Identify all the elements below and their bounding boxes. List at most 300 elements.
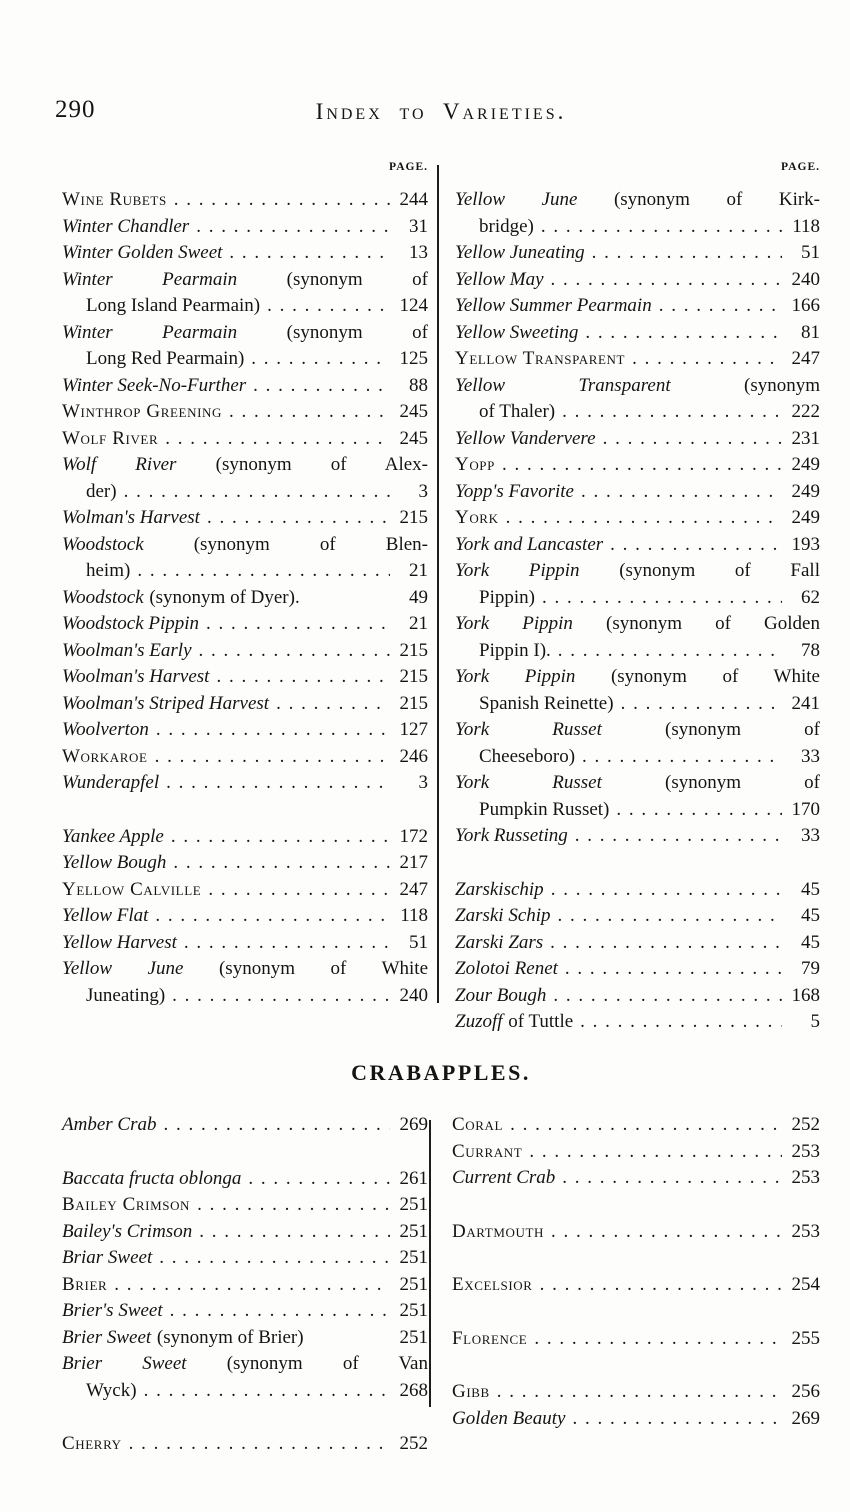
variety-name: Brier Sweet (62, 1353, 187, 1374)
index-entry (455, 903, 820, 930)
dot-leader (165, 426, 390, 453)
variety-name: Zarski Schip (455, 905, 551, 926)
synonym-text: (synonym of Fall (619, 560, 820, 581)
entry-line1 (62, 426, 428, 453)
index-entry (62, 1298, 428, 1325)
entry-page-number: 33 (801, 745, 820, 767)
entry-line2 (62, 1378, 428, 1405)
entry-line2 (62, 293, 428, 320)
entry-continuation: Pumpkin Russet) (479, 798, 610, 820)
entry-line1 (62, 930, 428, 957)
variety-name: Brier's Sweet (62, 1300, 163, 1321)
variety-name: Yellow June (455, 189, 578, 210)
entry-page-number: 3 (418, 480, 428, 502)
entry-line1 (62, 187, 428, 214)
index-entry (455, 930, 820, 957)
entry-line1 (62, 399, 428, 426)
entry-line2 (62, 983, 428, 1010)
dot-leader (156, 717, 390, 744)
variety-name: Wolf River (62, 454, 177, 475)
index-entry (455, 956, 820, 983)
entry-line1 (455, 611, 820, 638)
dot-leader (144, 1378, 390, 1405)
entry-line1 (62, 956, 428, 983)
variety-name: Current Crab (452, 1167, 556, 1188)
variety-name: York Pippin (455, 613, 573, 634)
entry-line1 (62, 877, 428, 904)
dot-leader (502, 452, 782, 479)
variety-name: Yellow Harvest (62, 931, 177, 953)
dot-leader (540, 1272, 782, 1299)
index-entry (62, 638, 428, 665)
entry-line1 (62, 1112, 428, 1139)
variety-name: Bailey's Crimson (62, 1220, 193, 1242)
entry-line1 (452, 1219, 820, 1246)
variety-name: Winthrop Greening (62, 401, 222, 422)
dot-leader (216, 664, 390, 691)
variety-name: Yellow Flat (62, 905, 149, 926)
dot-leader (550, 930, 782, 957)
index-entry (62, 1351, 428, 1404)
index-entry (62, 824, 428, 851)
index-entry (455, 664, 820, 717)
dot-leader (267, 293, 390, 320)
dot-leader (206, 611, 390, 638)
index-entry (62, 1192, 428, 1219)
index-entry (62, 930, 428, 957)
folio-page-number: 290 (55, 96, 96, 123)
entry-line1 (452, 1406, 820, 1433)
entry-line1 (455, 240, 820, 267)
variety-name: Woolverton (62, 719, 149, 740)
variety-name: Baccata fructa oblonga (62, 1167, 242, 1189)
index-entry (62, 1431, 428, 1458)
variety-name: Woolman's Early (62, 639, 192, 661)
index-entry (62, 877, 428, 904)
index-entry (455, 505, 820, 532)
variety-name: Yellow Sweeting (455, 321, 579, 343)
dot-leader (542, 585, 782, 612)
index-entry (455, 983, 820, 1010)
index-entry (62, 850, 428, 877)
dot-leader (184, 930, 390, 957)
dot-leader (580, 1009, 782, 1036)
synonym-text: (synonym of Alex- (215, 454, 428, 475)
dot-leader (208, 877, 390, 904)
dot-leader (159, 1245, 390, 1272)
entry-continuation: heim) (86, 560, 131, 581)
index-entry (455, 452, 820, 479)
entry-line1 (62, 1245, 428, 1272)
synonym-text: (synonym of White (218, 958, 429, 979)
entry-line1 (62, 770, 428, 797)
entry-line1 (62, 1272, 428, 1299)
index-entry (62, 399, 428, 426)
index-entry (455, 320, 820, 347)
synonym-text: of Tuttle (508, 1011, 574, 1032)
variety-name: Gibb (452, 1381, 490, 1402)
dot-leader (199, 1219, 390, 1246)
variety-name: Coral (452, 1114, 504, 1135)
entry-page-number: 231 (791, 427, 820, 449)
entry-line1 (452, 1272, 820, 1299)
entry-continuation: Pippin) (479, 586, 535, 608)
index-entry (62, 426, 428, 453)
variety-name: Bailey Crimson (62, 1194, 191, 1215)
index-entry (452, 1219, 820, 1246)
index-entry (455, 293, 820, 320)
variety-name: Zour Bough (455, 984, 547, 1006)
variety-name: Wunderapfel (62, 772, 160, 793)
page-col-label-left: PAGE. (389, 161, 428, 173)
variety-name: York Pippin (455, 666, 576, 687)
dot-leader (582, 744, 782, 771)
index-entry (62, 717, 428, 744)
entry-page-number: 254 (791, 1274, 820, 1295)
variety-name: Briar Sweet (62, 1247, 153, 1268)
section-title-crabapples: CRABAPPLES. (351, 1060, 531, 1085)
entry-page-number: 256 (791, 1381, 820, 1402)
index-entry (455, 346, 820, 373)
entry-page-number: 268 (399, 1379, 428, 1401)
dot-leader (155, 744, 390, 771)
variety-name: Golden Beauty (452, 1407, 566, 1429)
entry-line1 (62, 1219, 428, 1246)
crabapples-column-right (452, 1112, 820, 1432)
dot-leader (592, 240, 782, 267)
dot-leader (196, 214, 390, 241)
entry-page-number: 21 (409, 613, 428, 634)
entry-page-number: 21 (409, 560, 428, 581)
variety-name: Zarski Zars (455, 931, 544, 953)
variety-name: Yellow Calville (62, 878, 202, 900)
index-entry (62, 903, 428, 930)
entry-page-number: 215 (399, 507, 428, 528)
entry-line1 (62, 903, 428, 930)
entry-page-number: 168 (791, 984, 820, 1006)
entry-page-number: 45 (801, 905, 820, 926)
entry-line2 (62, 346, 428, 373)
dot-leader (173, 850, 390, 877)
entry-line1 (62, 267, 428, 294)
dot-leader (610, 532, 782, 559)
entry-line1 (452, 1326, 820, 1353)
variety-name: Yellow Summer Pearmain (455, 295, 652, 316)
entry-continuation: Cheeseboro) (479, 745, 576, 767)
variety-name: York Russet (455, 719, 602, 740)
entry-page-number: 251 (399, 1300, 428, 1321)
entry-page-number: 251 (399, 1326, 428, 1348)
variety-name: York (455, 507, 499, 528)
entry-page-number: 170 (791, 798, 820, 820)
entry-line1 (455, 346, 820, 373)
entry-page-number: 253 (791, 1167, 820, 1188)
variety-name: Yellow Vandervere (455, 427, 596, 449)
index-entry (455, 558, 820, 611)
entry-line2 (455, 638, 820, 665)
entry-line2 (455, 214, 820, 241)
variety-name: Yellow Bough (62, 852, 167, 873)
index-entry (62, 744, 428, 771)
dot-leader (565, 956, 782, 983)
entry-page-number: 127 (399, 719, 428, 740)
entry-page-number: 246 (399, 745, 428, 767)
index-entry (452, 1326, 820, 1353)
index-entry (62, 267, 428, 320)
dot-leader (632, 346, 782, 373)
variety-name: York Pippin (455, 560, 580, 581)
index-entry (452, 1379, 820, 1406)
entry-page-number: 249 (791, 480, 820, 502)
index-column-right (455, 160, 820, 1036)
entry-line1 (455, 532, 820, 559)
entry-line1 (62, 1298, 428, 1325)
entry-line1 (455, 479, 820, 506)
entry-line1 (62, 824, 428, 851)
dot-leader (253, 373, 390, 400)
entry-page-number: 118 (400, 905, 428, 926)
synonym-text: (synonym (744, 374, 820, 396)
entry-page-number: 45 (801, 931, 820, 953)
entry-page-number: 62 (801, 586, 820, 608)
entry-page-number: 247 (399, 878, 428, 900)
synonym-text: (synonym of (286, 321, 429, 343)
entry-page-number: 251 (399, 1220, 428, 1242)
page-title: Index to Varieties. (315, 99, 567, 124)
index-entry (455, 611, 820, 664)
index-entry (62, 664, 428, 691)
synonym-text: (synonym of White (610, 666, 820, 687)
entry-line1 (62, 585, 428, 612)
variety-name: Winter Pearmain (62, 321, 238, 343)
entry-page-number: 251 (399, 1194, 428, 1215)
dot-leader (529, 1139, 782, 1166)
entry-page-number: 215 (399, 666, 428, 687)
index-entry (62, 1166, 428, 1193)
index-entry (452, 1165, 820, 1192)
index-entry (455, 426, 820, 453)
entry-line1 (62, 1166, 428, 1193)
index-entry (62, 532, 428, 585)
entry-page-number: 245 (399, 427, 428, 449)
entry-page-number: 125 (399, 348, 428, 369)
variety-name: Wine Rubets (62, 189, 167, 210)
entry-line1 (62, 505, 428, 532)
entry-line1 (455, 187, 820, 214)
entry-page-number: 240 (791, 268, 820, 290)
dot-leader (199, 638, 390, 665)
dot-leader (155, 903, 390, 930)
entry-page-number: 78 (801, 639, 820, 661)
page-col-label-right: PAGE. (781, 161, 820, 173)
entry-page-number: 251 (399, 1247, 428, 1268)
variety-name: Woodstock (62, 533, 144, 555)
variety-name: Wolf River (62, 427, 159, 449)
dot-leader (137, 558, 390, 585)
dot-leader (581, 479, 782, 506)
entry-line1 (62, 373, 428, 400)
dot-leader (170, 1298, 390, 1325)
variety-name: Winter Chandler (62, 215, 190, 237)
entry-line1 (62, 452, 428, 479)
index-entry (455, 717, 820, 770)
index-entry (455, 479, 820, 506)
entry-page-number: 124 (399, 295, 428, 316)
index-entry (455, 267, 820, 294)
entry-page-number: 51 (409, 931, 428, 953)
synonym-text: (synonym of (286, 268, 429, 290)
entry-page-number: 215 (399, 692, 428, 714)
entry-continuation: Wyck) (86, 1379, 137, 1401)
entry-line1 (455, 770, 820, 797)
dot-leader (616, 797, 782, 824)
dot-leader (510, 1112, 782, 1139)
variety-name: Brier (62, 1273, 108, 1295)
entry-line1 (62, 240, 428, 267)
dot-leader (166, 770, 390, 797)
index-entry (62, 1325, 428, 1352)
dot-leader (541, 214, 782, 241)
index-entry (62, 1219, 428, 1246)
dot-leader (497, 1379, 782, 1406)
entry-line1 (452, 1112, 820, 1139)
dot-leader (534, 1326, 782, 1353)
variety-name: Yellow Transparent (455, 348, 626, 369)
entry-line1 (62, 717, 428, 744)
dot-leader (659, 293, 782, 320)
entry-page-number: 261 (399, 1167, 428, 1189)
entry-line2 (455, 744, 820, 771)
entry-line2 (62, 558, 428, 585)
entry-page-number: 255 (791, 1327, 820, 1349)
entry-page-number: 252 (399, 1433, 428, 1454)
index-entry (452, 1112, 820, 1139)
variety-name: Yellow Transparent (455, 374, 671, 396)
index-entry (62, 691, 428, 718)
crabapples-column-left (62, 1112, 428, 1458)
entry-page-number: 79 (801, 958, 820, 979)
variety-name: Yellow May (455, 268, 544, 290)
entry-page-number: 13 (409, 242, 428, 263)
entry-line1 (455, 267, 820, 294)
column-divider-main (437, 165, 439, 1003)
entry-line1 (455, 956, 820, 983)
entry-line1 (455, 320, 820, 347)
variety-name: Winter Seek-No-Further (62, 374, 247, 396)
entry-line1 (62, 214, 428, 241)
dot-leader (129, 1431, 390, 1458)
variety-name: Workaroe (62, 745, 148, 767)
index-entry (455, 1009, 820, 1036)
entry-page-number: 215 (399, 639, 428, 661)
entry-continuation: Long Island Pearmain) (86, 295, 261, 316)
variety-name: Woodstock Pippin (62, 613, 200, 634)
entry-continuation: der) (86, 480, 117, 502)
entry-page-number: 222 (791, 401, 820, 422)
synonym-text: (synonym of (665, 719, 821, 740)
entry-line1 (455, 823, 820, 850)
entry-page-number: 5 (810, 1011, 820, 1032)
dot-leader (174, 187, 390, 214)
index-entry (455, 187, 820, 240)
index-entry (62, 373, 428, 400)
index-column-left (62, 160, 428, 1009)
entry-continuation: Long Red Pearmain) (86, 348, 245, 369)
index-entry (62, 585, 428, 612)
entry-page-number: 247 (791, 348, 820, 369)
entry-page-number: 253 (791, 1140, 820, 1162)
entry-page-number: 269 (399, 1114, 428, 1135)
entry-line1 (455, 664, 820, 691)
entry-line1 (62, 638, 428, 665)
dot-leader (163, 1112, 390, 1139)
entry-line1 (455, 930, 820, 957)
index-entry (452, 1272, 820, 1299)
entry-line1 (455, 903, 820, 930)
column-divider-crabapples (429, 1120, 431, 1407)
variety-name: York Russet (455, 772, 602, 793)
variety-name: York and Lancaster (455, 533, 604, 555)
dot-leader (558, 903, 782, 930)
entry-page-number: 249 (791, 454, 820, 475)
entry-page-number: 172 (399, 825, 428, 847)
entry-line1 (455, 877, 820, 904)
dot-leader (207, 505, 390, 532)
index-entry (62, 1112, 428, 1139)
index-entry (62, 187, 428, 214)
entry-page-number: 269 (791, 1407, 820, 1429)
entry-page-number: 249 (791, 507, 820, 528)
index-entry (62, 452, 428, 505)
variety-name: Zuzoff (455, 1011, 503, 1032)
entry-page-number: 45 (801, 878, 820, 900)
index-entry (455, 770, 820, 823)
variety-name: Woolman's Harvest (62, 666, 210, 687)
entry-page-number: 3 (418, 772, 428, 793)
entry-line1 (452, 1165, 820, 1192)
entry-line1 (455, 452, 820, 479)
dot-leader (621, 691, 782, 718)
entry-line1 (62, 664, 428, 691)
variety-name: Dartmouth (452, 1220, 545, 1242)
variety-name: Florence (452, 1327, 528, 1349)
index-entry (455, 532, 820, 559)
entry-line1 (455, 717, 820, 744)
index-entry (62, 214, 428, 241)
entry-line2 (455, 399, 820, 426)
entry-line1 (455, 505, 820, 532)
entry-line1 (455, 426, 820, 453)
index-entry (62, 320, 428, 373)
dot-leader (172, 983, 390, 1010)
dot-leader (506, 505, 782, 532)
entry-line1 (455, 1009, 820, 1036)
synonym-text: (synonym of Blen- (193, 533, 428, 555)
variety-name: Brier Sweet (62, 1326, 152, 1348)
entry-page-number: 251 (399, 1273, 428, 1295)
variety-name: Yellow Juneating (455, 242, 585, 263)
index-entry (62, 770, 428, 797)
entry-page-number: 31 (409, 215, 428, 237)
synonym-text: (synonym of Van (226, 1353, 428, 1374)
variety-name: Yopp's Favorite (455, 480, 574, 502)
entry-line2 (455, 585, 820, 612)
synonym-text: (synonym of Golden (606, 613, 820, 634)
index-entry (62, 956, 428, 1009)
dot-leader (562, 1165, 782, 1192)
synonym-text: (synonym of Brier) (156, 1326, 304, 1348)
dot-leader (114, 1272, 390, 1299)
